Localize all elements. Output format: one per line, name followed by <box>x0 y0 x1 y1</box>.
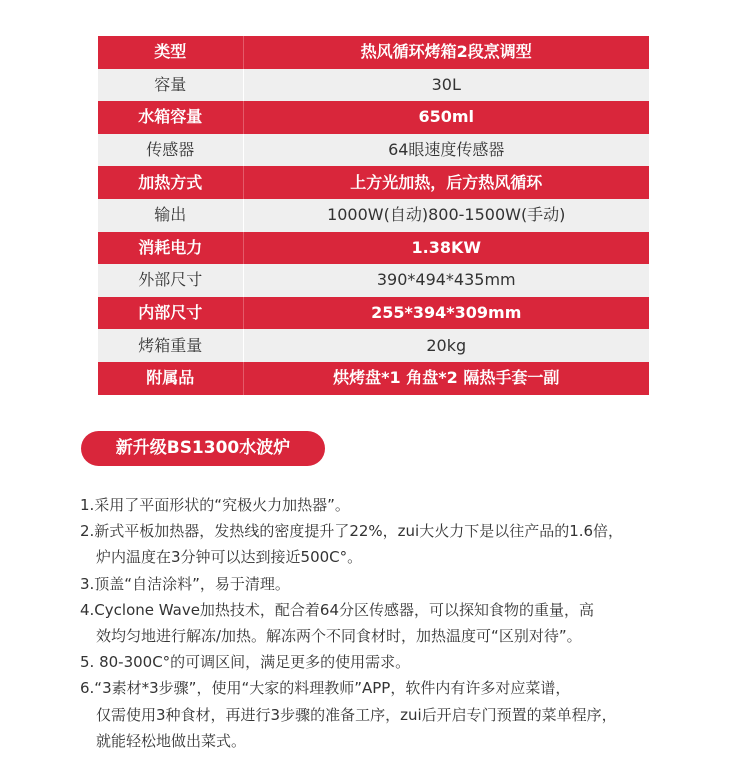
feature-line: 6.“3素材*3步骤”，使用“大家的料理教师”APP，软件内有许多对应菜谱， <box>80 679 571 698</box>
feature-line: 5. 80-300C°的可调区间，满足更多的使用需求。 <box>80 653 411 672</box>
spec-key: 容量 <box>98 69 243 102</box>
spec-key: 内部尺寸 <box>98 297 243 330</box>
spec-value: 30L <box>243 69 649 102</box>
spec-key: 烤箱重量 <box>98 329 243 362</box>
spec-key: 类型 <box>98 36 243 69</box>
feature-line: 1.采用了平面形状的“究极火力加热器”。 <box>80 496 350 514</box>
spec-value: 上方光加热，后方热风循环 <box>243 166 649 199</box>
spec-row-capacity <box>98 69 649 102</box>
spec-key: 加热方式 <box>98 166 243 199</box>
spec-key: 附属品 <box>98 362 243 395</box>
spec-value: 1.38KW <box>243 232 649 265</box>
spec-row-heating <box>98 166 649 199</box>
spec-value: 390*494*435mm <box>243 264 649 297</box>
feature-line: 就能轻松地做出菜式。 <box>96 731 247 750</box>
spec-key: 传感器 <box>98 134 243 167</box>
spec-value: 1000W(自动)800-1500W(手动) <box>243 199 649 232</box>
spec-row-accessories <box>98 362 649 395</box>
feature-item <box>80 597 690 649</box>
spec-key: 水箱容量 <box>98 101 243 134</box>
feature-item <box>80 518 690 570</box>
spec-value: 255*394*309mm <box>243 297 649 330</box>
feature-item <box>80 492 690 518</box>
spec-value: 650ml <box>243 101 649 134</box>
spec-row-tank-capacity <box>98 101 649 134</box>
spec-table <box>98 36 649 395</box>
spec-row-type <box>98 36 649 69</box>
feature-item <box>80 571 690 597</box>
spec-row-sensor <box>98 134 649 167</box>
feature-line: 2.新式平板加热器，发热线的密度提升了22%，zui大火力下是以往产品的1.6倍， <box>80 522 624 541</box>
spec-row-weight <box>98 329 649 362</box>
spec-value: 烘烤盘*1 角盘*2 隔热手套一副 <box>243 362 649 395</box>
feature-list <box>80 492 690 754</box>
spec-value: 20kg <box>243 329 649 362</box>
spec-key: 消耗电力 <box>98 232 243 265</box>
section-title-badge: 新升级BS1300水波炉 <box>81 431 325 466</box>
feature-item <box>80 649 690 675</box>
spec-key: 输出 <box>98 199 243 232</box>
spec-value: 64眼速度传感器 <box>243 134 649 167</box>
feature-line: 3.顶盖“自洁涂料”，易于清理。 <box>80 574 290 593</box>
spec-row-output <box>98 199 649 232</box>
spec-row-inner-size <box>98 297 649 330</box>
feature-line: 炉内温度在3分钟可以达到接近500C°。 <box>96 548 363 567</box>
feature-line: 仅需使用3种食材，再进行3步骤的准备工序，zui后开启专门预置的菜单程序， <box>96 705 617 724</box>
feature-item <box>80 675 690 754</box>
spec-value: 热风循环烤箱2段烹调型 <box>243 36 649 69</box>
spec-row-outer-size <box>98 264 649 297</box>
spec-key: 外部尺寸 <box>98 264 243 297</box>
feature-line: 效均匀地进行解冻/加热。解冻两个不同食材时，加热温度可“区别对待”。 <box>96 627 582 646</box>
feature-line: 4.Cyclone Wave加热技术，配合着64分区传感器，可以探知食物的重量，高 <box>80 600 595 619</box>
spec-row-power <box>98 232 649 265</box>
